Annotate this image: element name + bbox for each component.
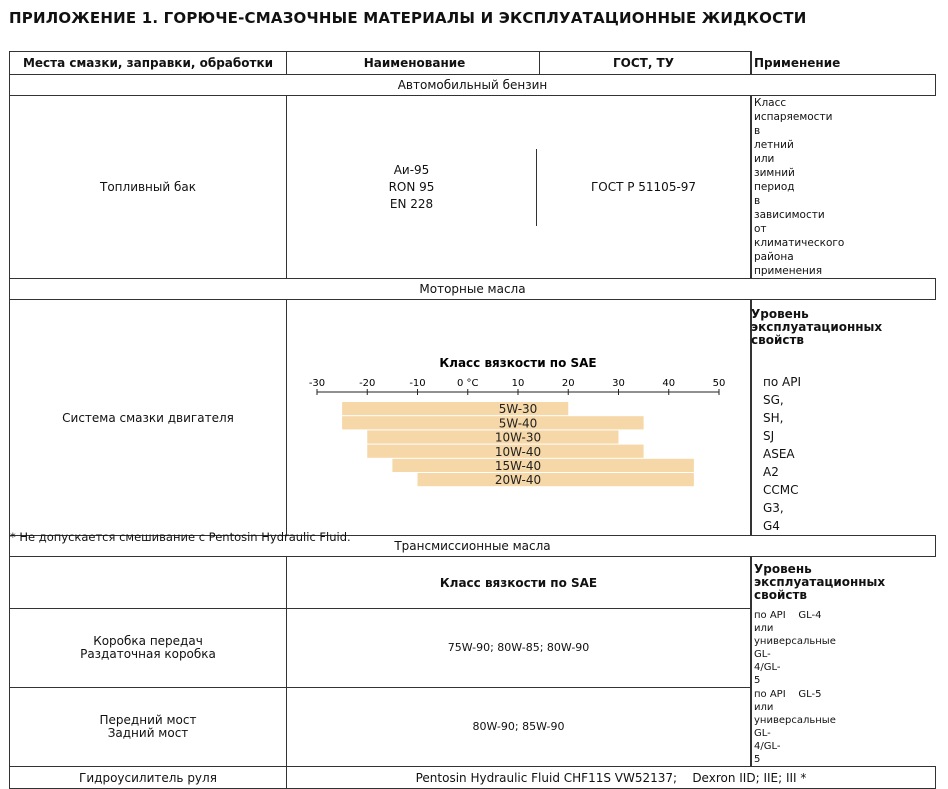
axis-tick-label: 50 xyxy=(712,378,726,389)
axis-tick-label: 30 xyxy=(612,378,625,389)
trans-place-0: Коробка передач Раздаточная коробка xyxy=(10,609,287,688)
trans-name-0: 75W-90; 80W-85; 80W-90 xyxy=(287,609,751,688)
axis-tick-label: 40 xyxy=(662,378,676,389)
header-gost: ГОСТ, ТУ xyxy=(540,52,748,74)
trans-usage-0: по API GL-4 или универсальные GL-4/GL-5 xyxy=(751,609,752,688)
motor-chart-cell xyxy=(287,300,751,536)
viscosity-bar-label: 10W-40 xyxy=(494,444,542,459)
header-places: Места смазки, заправки, обработки xyxy=(10,52,287,75)
hydro-row xyxy=(10,767,936,789)
trans-name-1: 80W-90; 85W-90 xyxy=(287,688,751,767)
trans-row-0 xyxy=(10,609,936,688)
viscosity-bar-label: 5W-40 xyxy=(498,416,538,431)
chart-title: Класс вязкости по SAE xyxy=(439,356,597,370)
fuel-usage: Класс испаряемости в летний или зимний период в зависимости от климатического района применения xyxy=(751,96,752,279)
viscosity-bar xyxy=(418,473,694,486)
header-name xyxy=(287,52,751,75)
fuel-place: Топливный бак xyxy=(10,96,287,279)
fuel-name-0: Аи-95 xyxy=(393,162,430,177)
trans-level-title: Уровень эксплуатационных свойств xyxy=(751,557,752,609)
section-trans: Трансмиссионные масла xyxy=(10,536,936,557)
axis-tick-label: 0 °C xyxy=(456,378,479,389)
viscosity-bar-label: 20W-40 xyxy=(494,473,542,488)
trans-usage-1: по API GL-5 или универсальные GL-4/GL-5 xyxy=(751,688,752,767)
axis-tick-label: -30 xyxy=(308,378,326,389)
axis-tick-label: 10 xyxy=(511,378,525,389)
lubricants-table xyxy=(9,51,936,789)
page-title: ПРИЛОЖЕНИЕ 1. ГОРЮЧЕ-СМАЗОЧНЫЕ МАТЕРИАЛЫ И ЭКСПЛУАТАЦИОННЫЕ ЖИДКОСТИ xyxy=(9,9,807,27)
axis-tick-label: 20 xyxy=(561,378,575,389)
trans-place-1: Передний мост Задний мост xyxy=(10,688,287,767)
viscosity-bar xyxy=(392,459,694,472)
viscosity-bar-label: 10W-30 xyxy=(494,430,542,445)
trans-row-1 xyxy=(10,688,936,767)
motor-spec-list: по APISG, SH, SJ ASEAA2 CCMCG3, G4 xyxy=(763,375,801,533)
viscosity-bar-label: 5W-30 xyxy=(498,402,538,417)
sae-viscosity-chart xyxy=(287,347,751,488)
axis-tick-label: -10 xyxy=(409,378,426,389)
viscosity-bar xyxy=(342,416,644,429)
fuel-names xyxy=(287,149,537,226)
section-fuel: Автомобильный бензин xyxy=(10,75,936,96)
fuel-name-2: EN 228 xyxy=(389,196,434,211)
hydro-place: Гидроусилитель руля xyxy=(10,767,287,789)
fuel-gost: ГОСТ Р 51105-97 xyxy=(537,149,751,226)
viscosity-bar xyxy=(367,430,618,443)
section-motor: Моторные масла xyxy=(10,279,936,300)
fuel-name-gost xyxy=(287,96,751,279)
fuel-name-1: RON 95 xyxy=(388,179,435,194)
header-name-label: Наименование xyxy=(363,56,466,70)
motor-usage: Уровень эксплуатационных свойств по APISG, SH, SJ ASEAA2 CCMCG3, G4 xyxy=(751,300,752,536)
viscosity-bar-label: 15W-40 xyxy=(494,459,542,473)
hydro-value: Pentosin Hydraulic Fluid CHF11S VW52137; Dexron IID; IIE; III * xyxy=(287,767,936,789)
footnote: * Не допускается смешивание с Pentosin Hydraulic Fluid. xyxy=(10,530,351,544)
header-usage: Применение xyxy=(751,52,752,75)
axis-tick-label: -20 xyxy=(359,378,376,389)
table-header-row xyxy=(10,52,936,75)
motor-place: Система смазки двигателя xyxy=(10,300,287,536)
trans-sae-title: Класс вязкости по SAE xyxy=(287,557,751,609)
